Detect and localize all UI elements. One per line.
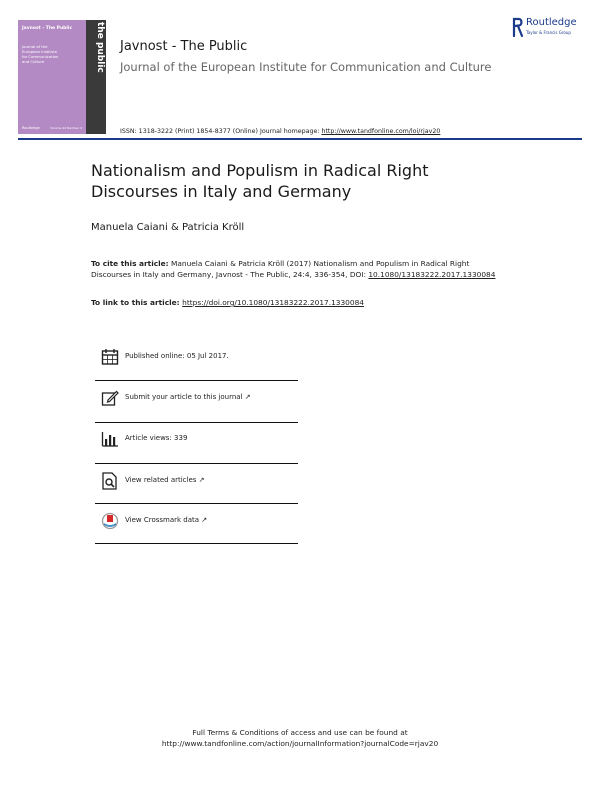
external-link-icon: ↗ (198, 476, 205, 484)
article-link-label: To link to this article: (91, 298, 183, 307)
info-divider (95, 463, 298, 464)
journal-subtitle: Journal of the European Institute for Communication and Culture (120, 60, 492, 74)
submit-article-link[interactable]: Submit your article to this journal ↗ (125, 393, 251, 401)
published-row (98, 348, 298, 378)
article-views-count: Article views: 339 (125, 434, 188, 442)
article-link-line (91, 298, 364, 307)
article-title: Nationalism and Populism in Radical Right Discourses in Italy and Germany (91, 161, 429, 201)
related-articles-row[interactable] (98, 472, 298, 502)
crossmark-link[interactable]: View Crossmark data ↗ (125, 516, 208, 524)
citation-text: Manuela Caiani & Patricia Kröll (2017) Nationalism and Populism in Radical Right Discourses in Italy and Germany, Javnost - The Public, 24:4, 336-354, DOI: (91, 259, 470, 279)
edit-icon (101, 389, 119, 407)
external-link-icon: ↗ (244, 393, 251, 401)
citation-label: To cite this article: (91, 259, 169, 268)
cover-spine (86, 20, 106, 134)
article-views-row (98, 430, 298, 460)
related-articles-link[interactable]: View related articles ↗ (125, 476, 205, 484)
external-link-icon: ↗ (201, 516, 208, 524)
journal-cover (18, 20, 106, 134)
article-authors: Manuela Caiani & Patricia Kröll (91, 222, 245, 233)
journal-homepage-link[interactable]: http://www.tandfonline.com/loi/rjav20 (321, 128, 441, 135)
citation-block (91, 258, 511, 280)
cover-spine-text: the public (95, 22, 105, 73)
article-link-url[interactable]: https://doi.org/10.1080/13183222.2017.1330084 (182, 298, 364, 307)
issn-text: ISSN: 1318-3222 (Print) 1854-8377 (Online) Journal homepage: (120, 128, 322, 135)
journal-title: Javnost - The Public (120, 39, 248, 54)
info-divider (95, 380, 298, 381)
terms-footer-url[interactable]: http://www.tandfonline.com/action/journalInformation?journalCode=rjav20 (161, 739, 439, 748)
calendar-icon (101, 348, 119, 366)
search-document-icon (101, 472, 119, 490)
routledge-r-icon (512, 16, 524, 38)
doi-link[interactable]: 10.1080/13183222.2017.1330084 (368, 270, 496, 279)
crossmark-row[interactable] (98, 512, 298, 542)
info-divider (95, 543, 298, 544)
published-date: Published online: 05 Jul 2017. (125, 352, 229, 360)
cover-lines: Journal of the European Institute for Communication and Culture (22, 44, 59, 64)
publisher-name: Routledge (526, 17, 577, 28)
routledge-logo[interactable] (512, 16, 582, 40)
bar-chart-icon (101, 430, 119, 448)
info-divider (95, 422, 298, 423)
cover-title: Javnost - The Public (22, 26, 73, 31)
cover-volume: Volume 24 Number 4 (50, 126, 82, 130)
cover-publisher: Routledge (22, 126, 40, 130)
terms-footer-line: Full Terms & Conditions of access and use can be found at (192, 728, 408, 737)
publisher-tagline: Taylor & Francis Group (526, 30, 571, 35)
info-divider (95, 503, 298, 504)
header-divider (18, 138, 582, 140)
issn-line (120, 128, 440, 135)
submit-article-row[interactable] (98, 389, 298, 419)
crossmark-icon (101, 512, 119, 530)
